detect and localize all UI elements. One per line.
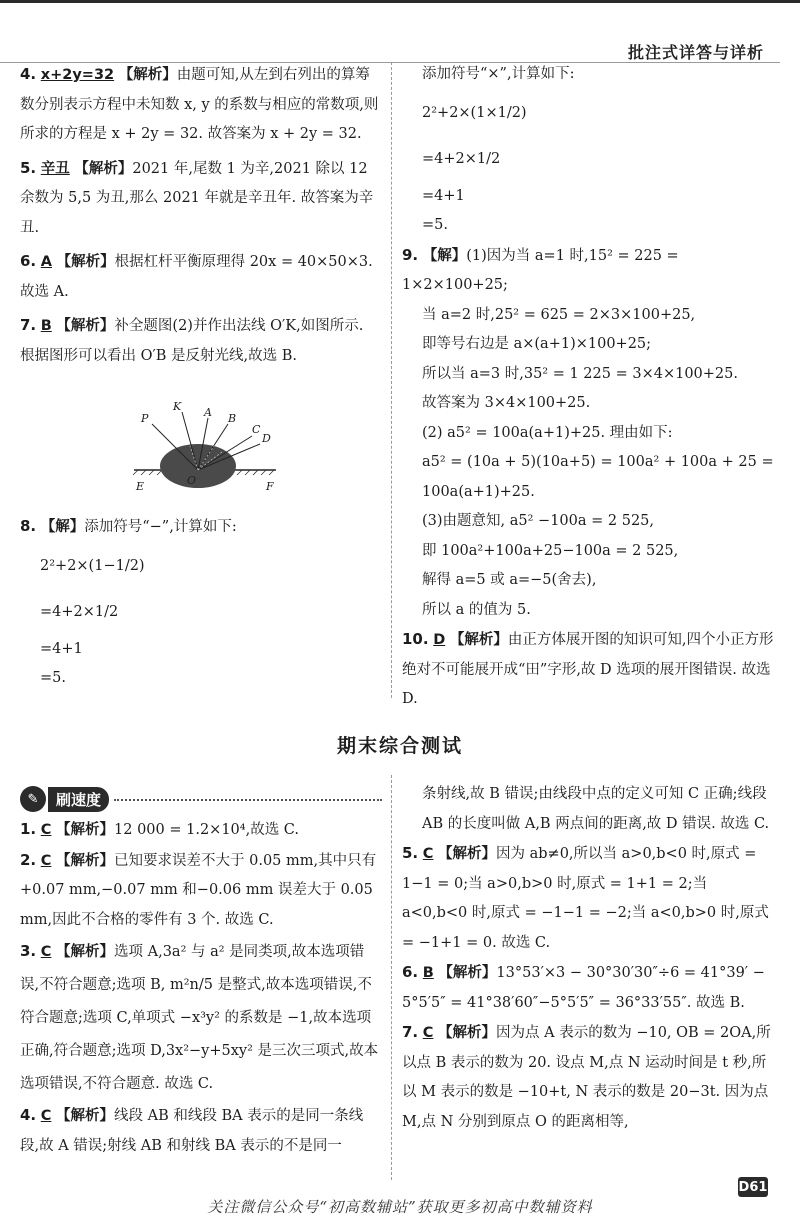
top-bar — [0, 0, 800, 3]
diagram-label-d: D — [262, 432, 271, 445]
speed-badge: ✎ 刷速度 — [20, 786, 109, 812]
calc-step: =5. — [422, 217, 448, 233]
upper-left-column — [20, 60, 382, 371]
calc-step: =4+1 — [422, 187, 465, 204]
diagram-label-f: F — [266, 480, 274, 493]
calc-step: 2²+2×(1×1/2) — [422, 104, 527, 121]
answer-item-4: 4. x+2y=32 【解析】由题可知,从左到右列出的算筹数分别表示方程中未知数 x, y 的系数与相应的常数项,则所求的方程是 x + 2y = 32. 故答案为 x + 2y = 32. — [20, 65, 379, 142]
reflection-diagram — [130, 398, 280, 494]
answer-item-6: 6. A 【解析】根据杠杆平衡原理得 20x = 40×50×3. 故选 A. — [20, 252, 373, 300]
section-title: 期末综合测试 — [336, 735, 463, 757]
column-divider — [391, 62, 392, 698]
diagram-label-p: P — [141, 412, 149, 425]
lower-left-column — [20, 815, 382, 1161]
footer-note: 关注微信公众号“初高数辅站”获取更多初高中数辅资料 — [207, 1198, 593, 1216]
continued-text: 添加符号“×”,计算如下: — [422, 66, 575, 82]
calc-step: =4+1 — [40, 640, 83, 657]
dotted-rule — [114, 799, 382, 801]
diagram-label-c: C — [252, 423, 261, 436]
diagram-label-o: O — [187, 474, 197, 487]
page-number: D61 — [738, 1177, 768, 1197]
answer-item-8: 8. 【解】添加符号“−”,计算如下: 2²+2×(1−1/2) =4+2×1/2 =4+1 =5. — [20, 512, 382, 694]
lower-right-column — [402, 780, 774, 1137]
header-title: 批注式详答与详析 — [627, 43, 764, 62]
answer-item-1: 1. C 【解析】12 000 = 1.2×10⁴,故选 C. — [20, 820, 299, 838]
answer-item-7: 7. B 【解析】补全题图(2)并作出法线 O′K,如图所示. 根据图形可以看出 O′B 是反射光线,故选 B. — [20, 316, 364, 364]
answer-item-4: 4. C 【解析】线段 AB 和线段 BA 表示的是同一条线段,故 A 错误;射线 AB 和射线 BA 表示的不是同一 — [20, 1106, 364, 1154]
answer-item-2: 2. C 【解析】已知要求误差不大于 0.05 mm,其中只有+0.07 mm,−0.07 mm 和−0.06 mm 误差大于 0.05 mm,因此不合格的零件有 3 个. 故选 C. — [20, 850, 377, 928]
diagram-label-k: K — [173, 400, 182, 413]
pencil-icon: ✎ — [20, 786, 46, 812]
column-divider-lower — [391, 775, 392, 1180]
answer-item-9: 9. 【解】(1)因为当 a=1 时,15² = 225 = 1×2×100+25; 当 a=2 时,25² = 625 = 2×3×100+25, 即等号右边是 a×(a+1)×100+25; 所以当 a=3 时,35² = 1 225 = 3×4×100+25. 故答案为 3×4×100+25. (2) a5² = 100a(a+1)+25. 理由如下: a5² = (10a + 5)(10a+5) = 100a² + 100a + 25 = 100a(a+1)+25. (3)由题意知, a5² −100a = 2 525, 即 100a²+100a+25−100a = 2 525, 解得 a=5 或 a=−5(舍去), 所以 a 的值为 5. — [402, 245, 774, 618]
answer-item-5: 5. C 【解析】因为 ab≠0,所以当 a>0,b<0 时,原式 = 1−1 = 0;当 a>0,b>0 时,原式 = 1+1 = 2;当 a<0,b<0 时,原式 = −1−1 = −2;当 a<0,b>0 时,原式 = −1+1 = 0. 故选 C. — [402, 844, 769, 951]
answer-item-3: 3. C 【解析】选项 A,3a² 与 a² 是同类项,故本选项错误,不符合题意;选项 B, m²n/5 是整式,故本选项错误,不符合题意;选项 C,单项式 −x³y² 的系数是 −1,故本选项正确,符合题意;选项 D,3x²−y+5xy² 是三次三项式,故本选项错误,不符合题意. 故选 C. — [20, 942, 379, 1092]
answer-item-7: 7. C 【解析】因为点 A 表示的数为 −10, OB = 2OA,所以点 B 表示的数为 20. 设点 M,点 N 运动时间是 t 秒,所以 M 表示的数是 −10+t, N 表示的数是 20−3t. 因为点 M,点 N 分别到原点 O 的距离相等, — [402, 1023, 771, 1130]
upper-right-column — [402, 60, 774, 715]
diagram-label-e: E — [136, 480, 145, 493]
calc-step: 2²+2×(1−1/2) — [40, 557, 145, 574]
answer-item-10: 10. D 【解析】由正方体展开图的知识可知,四个小正方形绝对不可能展开成“田”字形,故 D 选项的展开图错误. 故选 D. — [402, 630, 774, 707]
diagram-label-a: A — [204, 406, 212, 419]
answer-item-6: 6. B 【解析】13°53′×3 − 30°30′30″÷6 = 41°39′ − 5°5′5″ = 41°38′60″−5°5′5″ = 36°33′55″. 故选 B. — [402, 963, 765, 1011]
diagram-label-b: B — [228, 412, 237, 425]
calc-step: =4+2×1/2 — [40, 603, 119, 620]
calc-step: =4+2×1/2 — [422, 150, 501, 167]
answer-item-5: 5. 辛丑 【解析】2021 年,尾数 1 为辛,2021 除以 12 余数为 5,5 为丑,那么 2021 年就是辛丑年. 故答案为辛丑. — [20, 158, 374, 236]
calc-step: =5. — [40, 670, 66, 686]
continued-text: 条射线,故 B 错误;由线段中点的定义可知 C 正确;线段 AB 的长度叫做 A,B 两点间的距离,故 D 错误. 故选 C. — [422, 786, 770, 832]
